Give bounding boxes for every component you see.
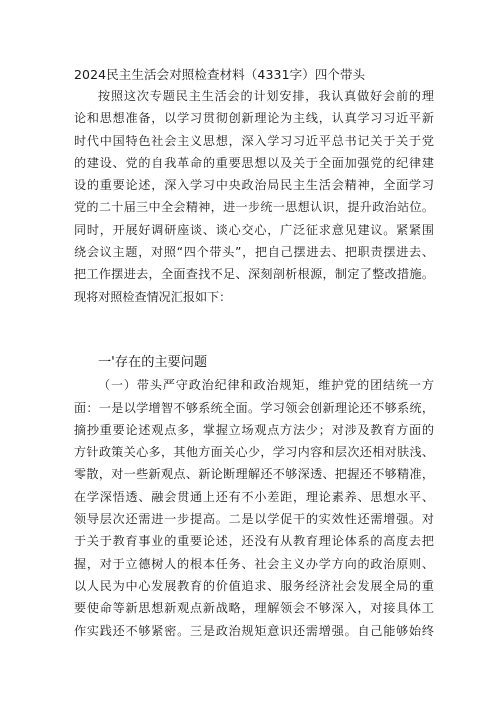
section-line: （一）带头严守政治纪律和政治规矩，维护党的团结统一方 [98, 378, 434, 393]
section-line: 作实践还不够紧密。三是政治规矩意识还需增强。自己能够始终 [74, 623, 434, 638]
intro-line: 设的重要论述，深入学习中央政治局民主生活会精神，全面学习 [74, 178, 434, 193]
section-line: 领导层次还需进一步提高。二是以学促干的实效性还需增强。对 [74, 512, 434, 527]
document-title: 2024民主生活会对照检查材料（4331字）四个带头 [74, 67, 366, 82]
section-line: 握，对于立德树人的根本任务、社会主义办学方向的政治原则、 [74, 556, 434, 571]
section-line: 方针政策关心多，其他方面关心少，学习内容和层次还相对肤浅、 [74, 445, 434, 460]
intro-line: 把工作摆进去，全面查找不足、深刻剖析根源，制定了整改措施。 [74, 267, 434, 282]
intro-line: 的建设、党的自我革命的重要思想以及关于全面加强党的纪律建 [74, 155, 434, 170]
section-line: 于关于教育事业的重要论述，还没有从教育理论体系的高度去把 [74, 534, 434, 549]
intro-line: 论和思想准备，以学习贯彻创新理论为主线，认真学习习近平新 [74, 111, 434, 126]
section-line: 面：一是以学增智不够系统全面。学习领会创新理论还不够系统， [74, 400, 434, 415]
section-line: 摘抄重要论述观点多，掌握立场观点方法少；对涉及教育方面的 [74, 422, 434, 437]
section-line: 以人民为中心发展教育的价值追求、服务经济社会发展全局的重 [74, 578, 434, 593]
intro-line: 党的二十届三中全会精神，进一步统一思想认识，提升政治站位。 [74, 200, 434, 215]
intro-line: 绕会议主题，对照“四个带头”，把自己摆进去、把职责摆进去、 [74, 245, 434, 260]
section-line: 要使命等新思想新观点新战略，理解领会不够深入，对接具体工 [74, 601, 434, 616]
section-main-problems [74, 352, 434, 642]
intro-line: 现将对照检查情况汇报如下： [74, 289, 232, 304]
section-line: 零散，对一些新观点、新论断理解还不够深透、把握还不够精准， [74, 467, 434, 482]
intro-line: 按照这次专题民主生活会的计划安排，我认真做好会前的理 [98, 89, 434, 103]
intro-paragraph [74, 85, 434, 308]
intro-line: 时代中国特色社会主义思想，深入学习习近平总书记关于关于党 [74, 133, 434, 148]
section-line: 在学深悟透、融会贯通上还有不小差距，理论素养、思想水平、 [74, 489, 434, 504]
intro-line: 同时，开展好调研座谈、谈心交心，广泛征求意见建议。紧紧围 [74, 222, 434, 237]
section-heading: 一'存在的主要问题 [98, 355, 208, 370]
